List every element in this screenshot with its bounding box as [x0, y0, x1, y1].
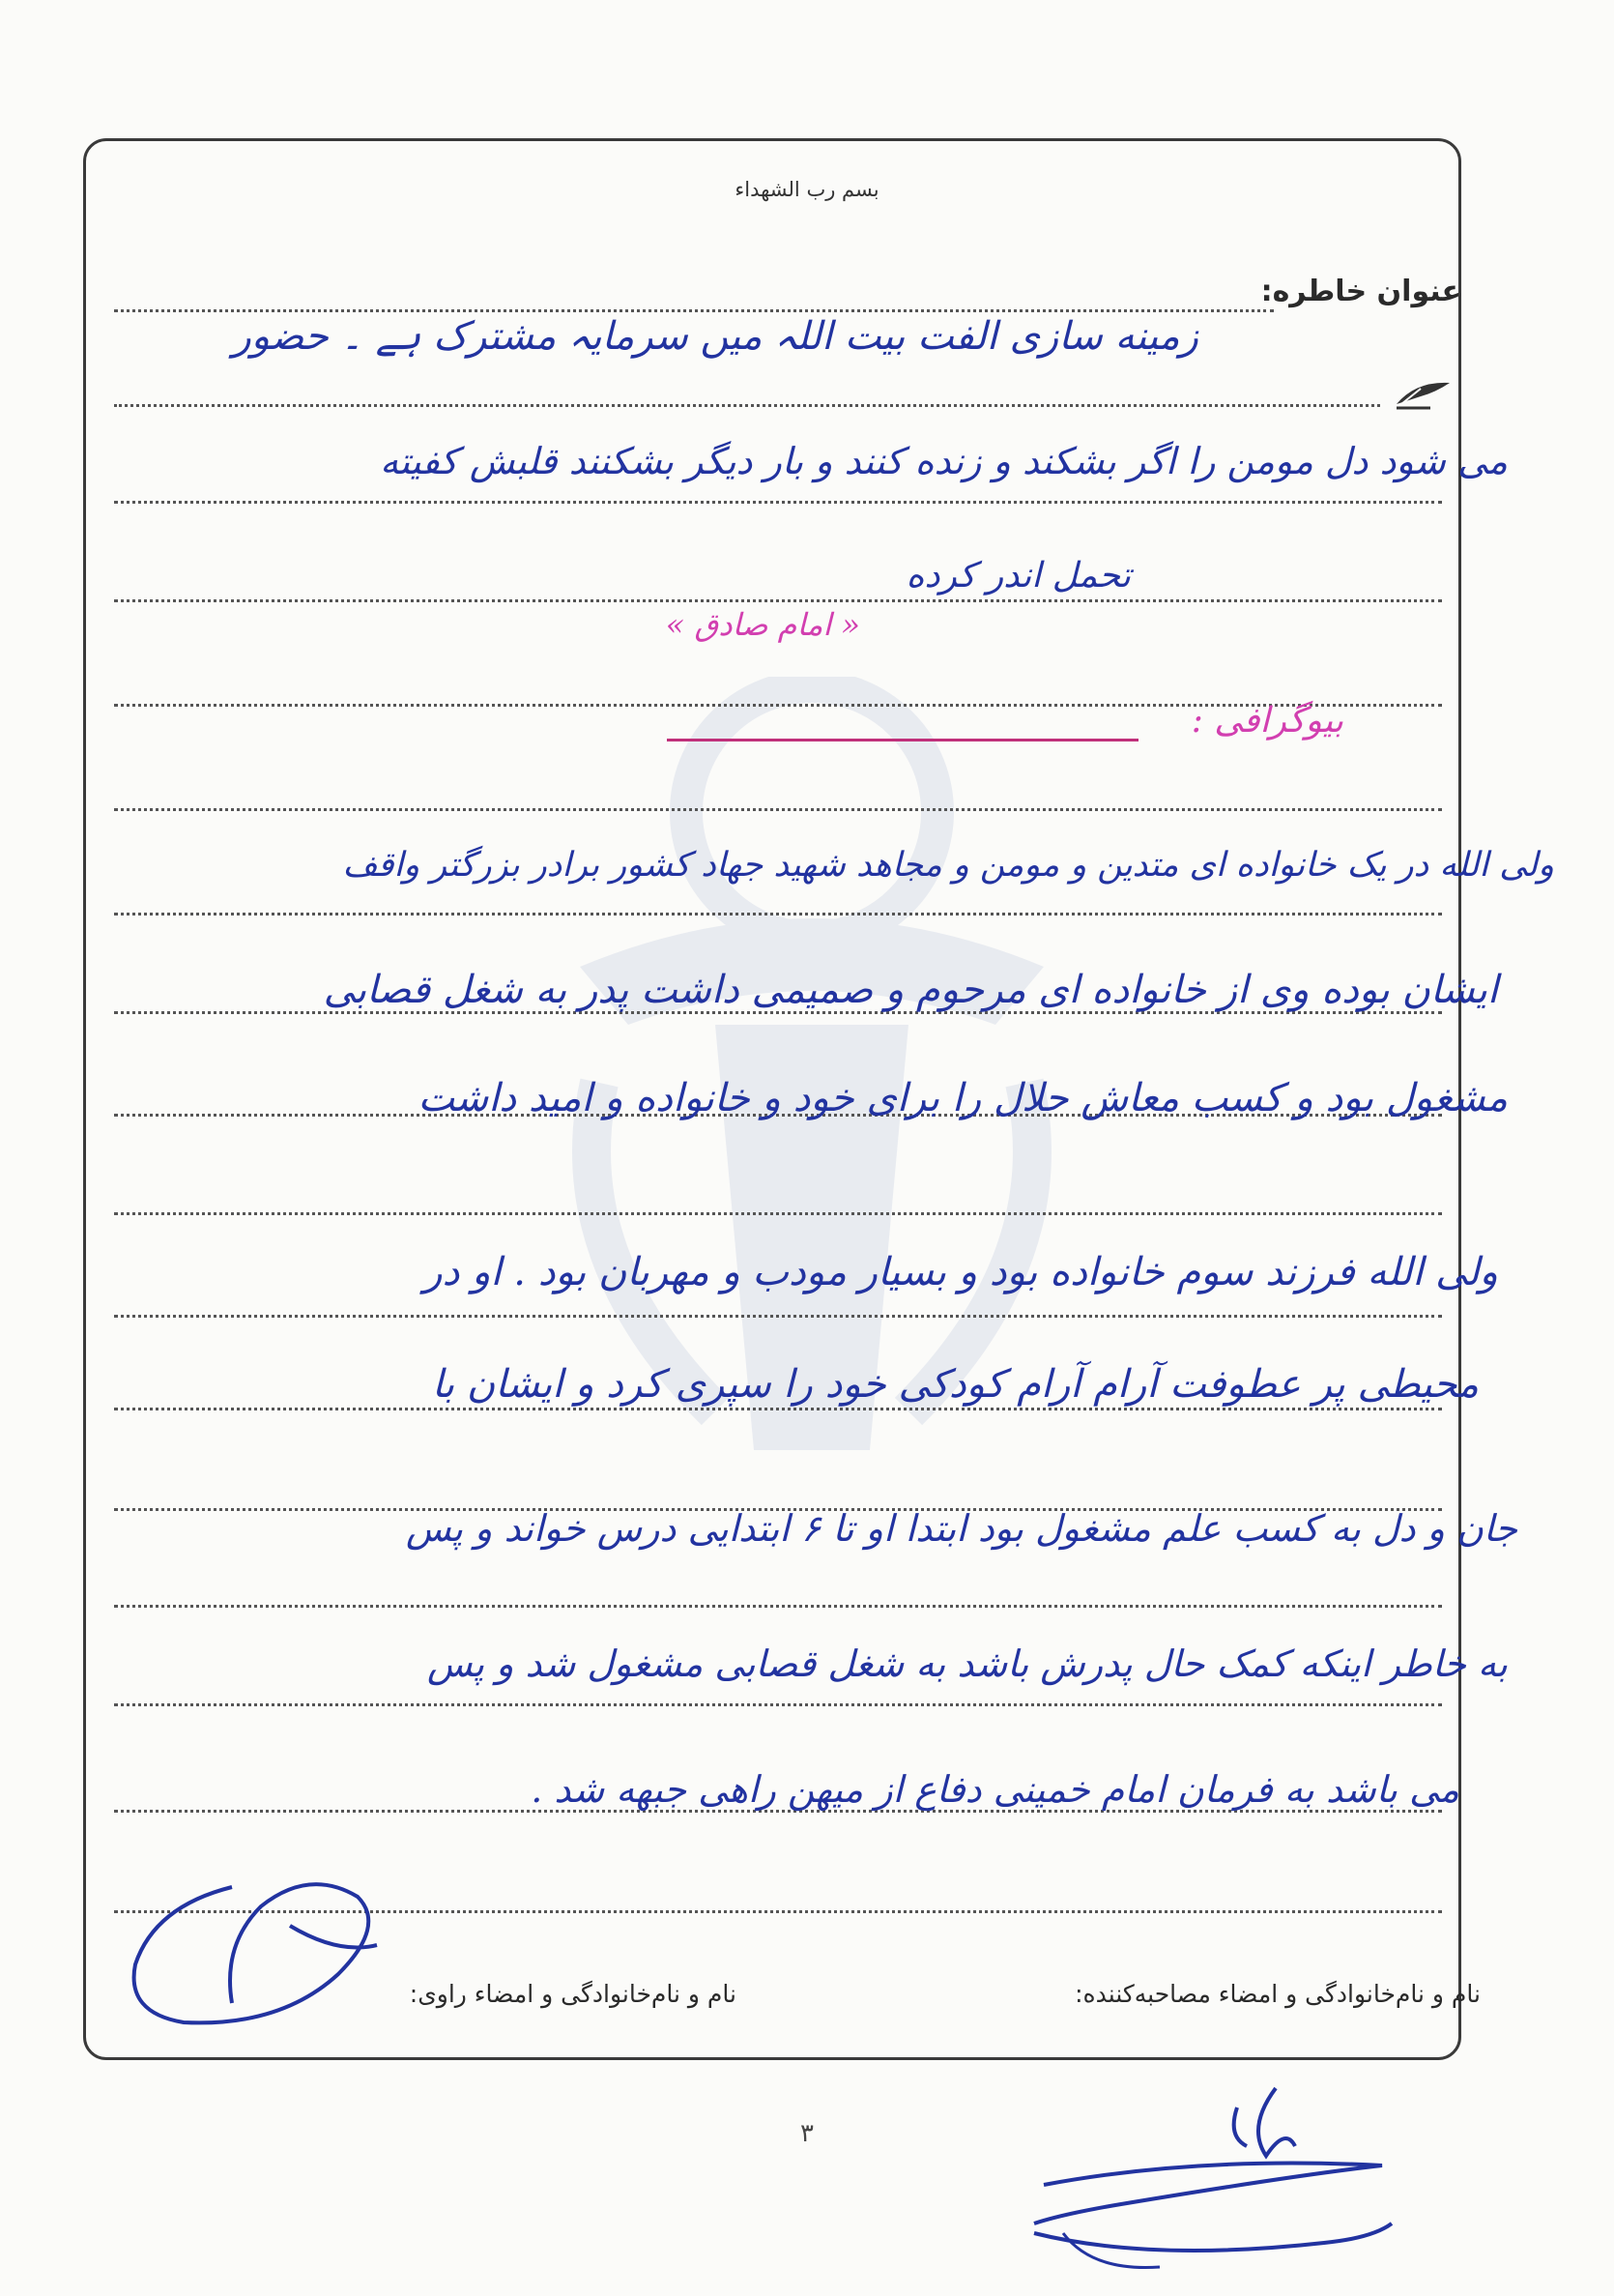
- writing-line: [114, 913, 1442, 915]
- writing-line: [114, 309, 1274, 312]
- body-line: می باشد به فرمان امام خمینی دفاع از میهن راهی جبهه شد .: [531, 1768, 1459, 1811]
- quill-icon: [1392, 375, 1459, 414]
- writing-line: [114, 808, 1442, 811]
- writing-line: [114, 404, 1380, 407]
- biography-heading: بیوگرافی :: [1191, 701, 1343, 741]
- bismillah-header: بسم رب الشهداء: [735, 178, 879, 201]
- memory-title-label: عنوان خاطره:: [1260, 275, 1461, 308]
- body-line: ایشان بوده وی از خانواده ای مرحوم و صمیمی داشت پدر به شغل قصابی: [323, 968, 1498, 1012]
- narrator-signature: [116, 1868, 406, 2032]
- title-handwriting-line-1: زمینه سازی الفت بیت اللہ میں سرمایہ مشترک ہے ۔ حضور: [232, 314, 1198, 359]
- body-line: ولی الله فرزند سوم خانواده بود و بسیار مودب و مهربان بود . او در: [423, 1250, 1498, 1294]
- body-line: محیطی پر عطوفت آرام آرام کودکی خود را سپری کرد و ایشان با: [431, 1362, 1479, 1407]
- title-handwriting-line-2: می شود دل مومن را اگر بشکند و زنده کنند و بار دیگر بشکنند قلبش کفیته: [380, 440, 1508, 482]
- title-source: « امام صادق »: [665, 606, 860, 643]
- body-line: به خاطر اینکه کمک حال پدرش باشد به شغل قصابی مشغول شد و پس: [427, 1642, 1508, 1685]
- heading-underline: [667, 739, 1138, 741]
- page-number: ۳: [800, 2119, 814, 2148]
- title-handwriting-line-3: تحمل اندر کرده: [906, 556, 1131, 596]
- body-line: جان و دل به کسب علم مشغول بود ابتدا او تا ۶ ابتدایی درس خواند و پس: [405, 1507, 1517, 1550]
- body-line: مشغول بود و کسب معاش حلال را برای خود و خانواده و امید داشت: [418, 1076, 1508, 1120]
- writing-line: [114, 599, 1442, 602]
- writing-line: [114, 1408, 1442, 1410]
- writing-line: [114, 1212, 1442, 1215]
- interviewer-signature: [1005, 2069, 1411, 2281]
- narrator-signature-label: نام و نام‌خانوادگی و امضاء راوی:: [409, 1980, 736, 2008]
- writing-line: [114, 1605, 1442, 1608]
- writing-line: [114, 1315, 1442, 1318]
- writing-line: [114, 501, 1442, 504]
- interviewer-signature-label: نام و نام‌خانوادگی و امضاء مصاحبه‌کننده:: [1075, 1980, 1481, 2008]
- writing-line: [114, 1703, 1442, 1706]
- body-line: ولی الله در یک خانواده ای متدین و مومن و مجاهد شهید جهاد کشور برادر بزرگتر واقف: [342, 846, 1554, 885]
- watermark-emblem-icon: [541, 677, 1082, 1469]
